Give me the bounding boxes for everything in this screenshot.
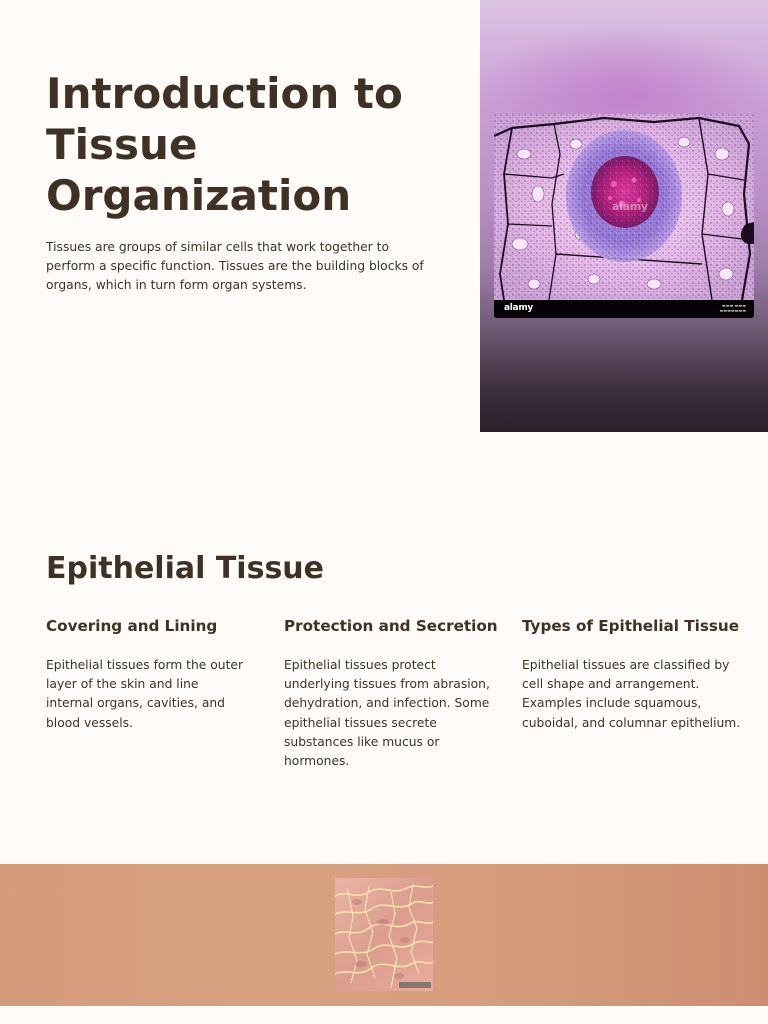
- image-brand-logo: alamy: [504, 303, 533, 313]
- intro-description: Tissues are groups of similar cells that work together to perform a specific function. Tissues are the building blocks of organs, which in turn form organ systems.: [46, 240, 424, 292]
- image-watermark: alamy: [612, 200, 648, 213]
- intro-text-block: [46, 68, 446, 295]
- column-text: Epithelial tissues are classified by cell shape and arrangement. Examples include squamous, cuboidal, and columnar epithelium.: [522, 658, 741, 730]
- image-meta-lines: ▬▬▬ ▬▬▬ ▬▬▬▬▬▬▬: [719, 303, 746, 313]
- column-heading: Types of Epithelial Tissue: [522, 617, 740, 635]
- column-text: Epithelial tissues form the outer layer of the skin and line internal organs, cavities, and blood vessels.: [46, 658, 244, 730]
- epithelial-tissue-illustration: [335, 878, 433, 991]
- info-column: [46, 616, 246, 733]
- cell-micrograph-image: [494, 114, 754, 318]
- bottom-image-band: [0, 864, 768, 1006]
- column-heading: Protection and Secretion: [284, 617, 498, 635]
- hero-image-panel: [480, 0, 768, 432]
- image-footer-bar: [494, 300, 754, 318]
- info-column: [284, 616, 499, 771]
- section-title: Epithelial Tissue: [46, 551, 324, 586]
- column-text: Epithelial tissues protect underlying tissues from abrasion, dehydration, and infection. Some epithelial tissues secrete substances like mucus or hormones.: [284, 658, 490, 769]
- epithelial-tissue-image: [335, 878, 433, 991]
- column-heading: Covering and Lining: [46, 617, 218, 635]
- intro-section: [0, 0, 768, 432]
- page-title: Introduction to Tissue Organization: [46, 69, 403, 220]
- info-column: [522, 616, 747, 733]
